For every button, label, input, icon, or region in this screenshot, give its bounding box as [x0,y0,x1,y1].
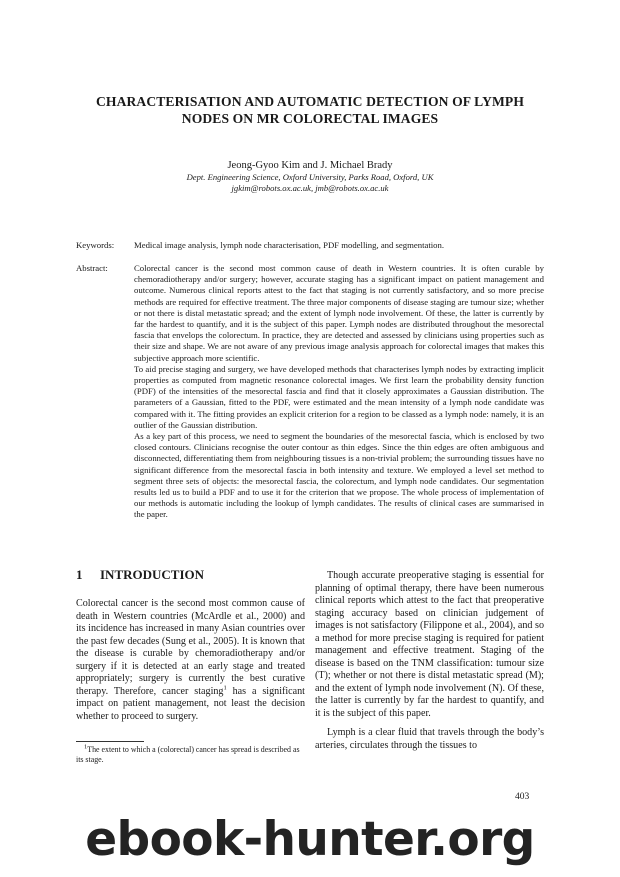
intro-text-continued: has a significant impact on patient management, not least the decision whether to proceed to surgery. [76,685,305,722]
section-title: INTRODUCTION [100,567,205,582]
abstract-text [134,263,544,521]
keywords-label: Keywords: [76,240,115,250]
title-line-2: NODES ON MR COLORECTAL IMAGES [181,111,439,126]
abstract-paragraph: As a key part of this process, we need to segment the boundaries of the mesorectal fascia, which is enclosed by two closed contours. Clinicians recognise the outer contour as thin edges. Since the thin edges are often ambiguous and disconnected, differentiating them from neighbouring tissues is a non-trivial problem; the surrounding tissues have no significant difference from the mesorectal fascia in both intensity and texture. We employed a level set method to segment three sets of objects: the mesorectal fascia, the colorectum, and lymph node candidates. Our segmentation results led us to build a PDF and to use it for the criterion that we propose. The whole process of implementation of our methods is automatic including the lookup of lymph candidates. The results of clinical cases are summarised in the paper. [134,431,544,520]
left-column [76,598,305,723]
keywords-text: Medical image analysis, lymph node characterisation, PDF modelling, and segmentation. [134,240,445,250]
page-number: 403 [515,792,530,802]
right-paragraph-1: Though accurate preoperative staging is essential for planning of optimal therapy, there have been numerous clinical reports which attest to the fact that preoperative staging accuracy based on clinician judgement of images is not satisfactory (Filippone et al., 2004), and so a method for more precise staging is required for patient management and effective treatment. Staging of the disease is based on the TNM classification: tumour size (T); whether or not there is distal metastatic spread (M); and the extent of lymph node involvement (N). Of these, the latter is currently by far the hardest to quantify, and it is the subject of this paper. [315,570,545,719]
footnote-mark: 1 [84,743,88,751]
footnote-text: The extent to which a (colorectal) cancer has spread is described as its stage. [76,745,300,764]
authors: Jeong-Gyoo Kim and J. Michael Brady [227,160,393,171]
right-column [315,570,544,752]
author-emails: jgkim@robots.ox.ac.uk, jmb@robots.ox.ac.uk [231,183,389,193]
footnote [76,745,305,765]
intro-text: Colorectal cancer is the second most common cause of death in Western countries (McArdle et al., 2000) and its incidence has increased in many Asian countries over the past few decades (Sung et al., 2005). It is known that the disease is curable by chemoradiotherapy and/or surgery if it is detected at an early stage and treated appropriately; surgery is currently the best curative therapy. Therefore, cancer staging [76,598,305,697]
abstract-paragraph: To aid precise staging and surgery, we have developed methods that characterises lymph nodes by extracting implicit properties as computed from magnetic resonance colorectal images. We first learn the probability density function (PDF) of the intensities of the mesorectal fascia and find that it closely approximates a Gaussian distribution. The parameters of a Gaussian, fitted to the PDF, were estimated and the mean intensity of a lymph node candidate was compared with it. The fitting provides an explicit criterion for a region to be classed as a lymph node: namely, it is an outlier of the Gaussian distribution. [134,363,544,430]
right-paragraph-2: Lymph is a clear fluid that travels through the body’s arteries, circulates through the tissues to [315,727,544,751]
title-line-1: CHARACTERISATION AND AUTOMATIC DETECTION OF LYMPH [96,94,524,109]
watermark: ebook-hunter.org [85,812,535,867]
footnote-ref: 1 [223,684,227,692]
section-number: 1 [76,567,83,582]
footnote-rule [76,741,144,742]
paper-title [70,93,550,127]
abstract-paragraph: Colorectal cancer is the second most common cause of death in Western countries. It is often curable by chemoradiotherapy and/or surgery; however, accurate staging has a significant impact on patient management and outcome. Numerous clinical reports attest to the fact that staging is not currently satisfactory, and so more precise methods are required for effective treatment. The three major components of disease staging are tumour size; whether or not there is distal metastatic spread; and the extent of lymph node involvement. Of these, the latter is currently by far the hardest to quantify, and it is the subject of this paper. Lymph nodes are distributed throughout the mesorectal fascia that envelops the colorectum. In practice, they are detected and assessed by clinicians using properties such as their size and shape. We are not aware of any previous image analysis approach for colorectal images that makes this subjective approach more scientific. [134,263,544,363]
section-heading [76,567,204,583]
intro-paragraph [76,598,305,723]
affiliation: Dept. Engineering Science, Oxford University, Parks Road, Oxford, UK [186,172,434,182]
abstract-label: Abstract: [76,263,108,273]
